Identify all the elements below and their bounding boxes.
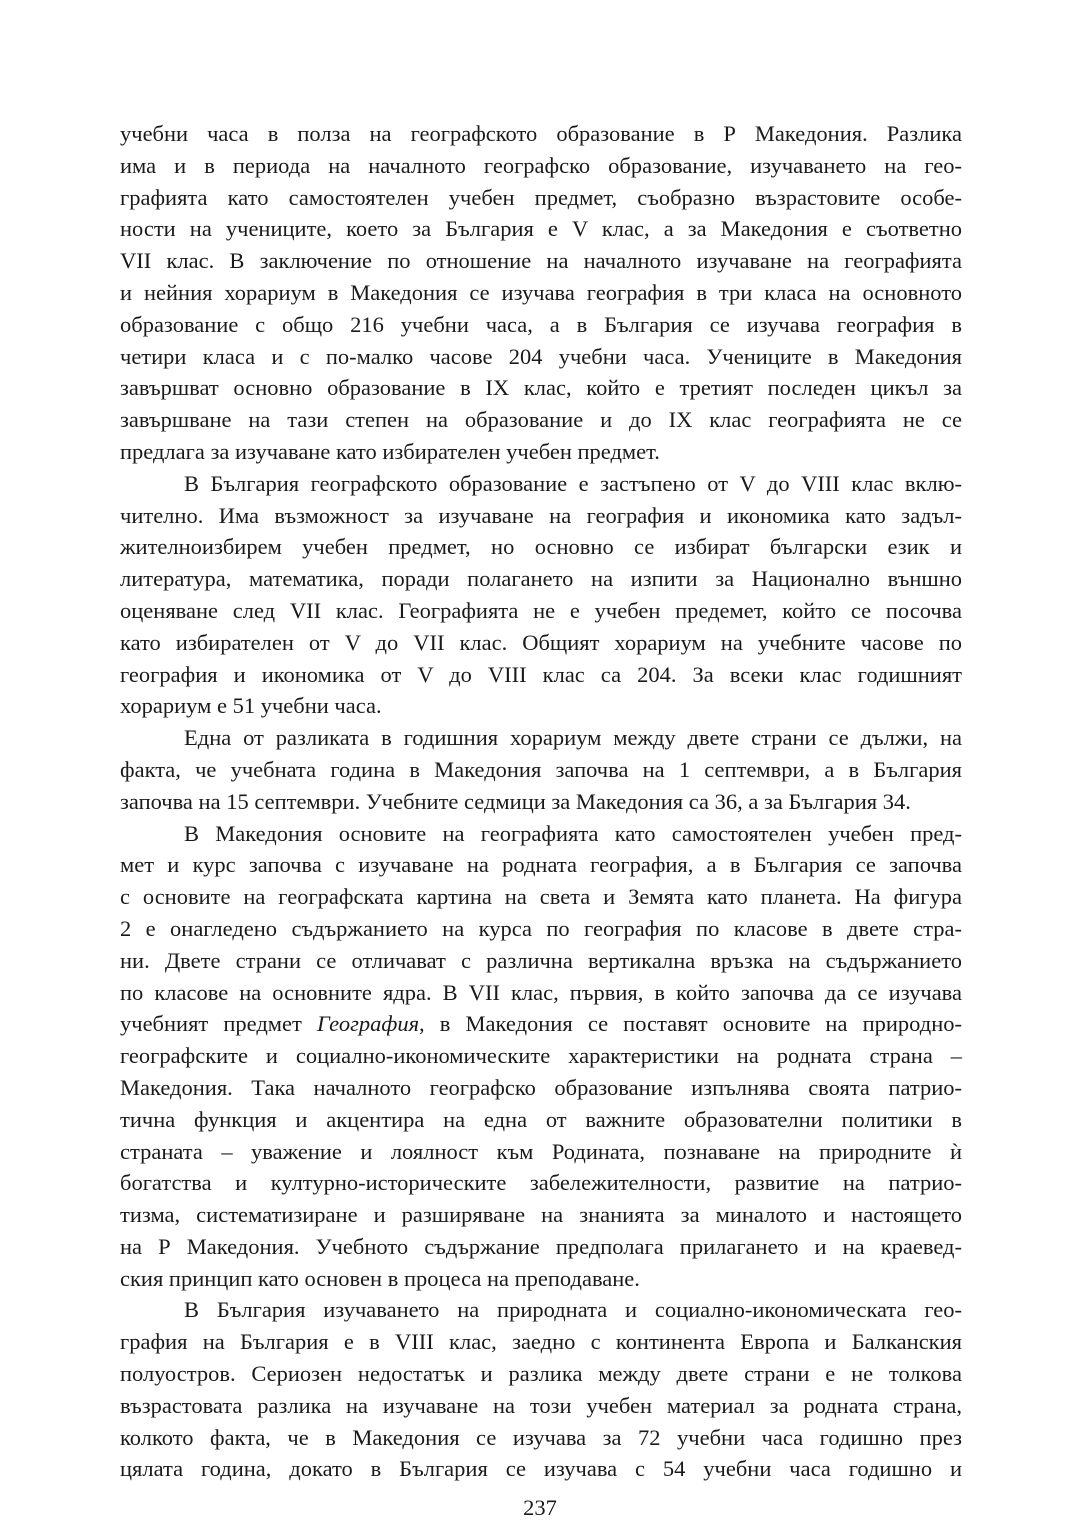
- text-line: цялата година, докато в България се изучава с 54 учебни часа годишно и: [120, 1456, 962, 1482]
- text-line: хорариум е 51 учебни часа.: [120, 693, 382, 719]
- text-line: ни. Двете страни се отличават с различна вертикална връзка на съдържанието: [120, 947, 962, 973]
- text-line: VII клас. В заключение по отношение на началното изучаване на географията: [120, 248, 962, 274]
- text-line: жителноизбирем учебен предмет, но основно се избират български език и: [120, 534, 962, 560]
- text-line: факта, че учебната година в Македония започва на 1 септември, а в България: [120, 756, 962, 782]
- text-line: като избирателен от V до VII клас. Общият хорариум на учебните часове по: [120, 629, 962, 655]
- text-line: Македония. Така началното географско образование изпълнява своята патрио-: [120, 1074, 962, 1100]
- text-line: ности на учениците, което за България е V клас, а за Македония е съответно: [120, 216, 962, 242]
- text-line: В България изучаването на природната и социално-икономическата гео-: [184, 1297, 962, 1323]
- italic-term: География,: [317, 1011, 425, 1037]
- text-line: започва на 15 септември. Учебните седмици за Македония са 36, а за България 34.: [120, 788, 911, 814]
- text-line: географските и социално-икономическите характеристики на родната страна –: [120, 1043, 962, 1069]
- text-line: предлага за изучаване като избирателен учебен предмет.: [120, 438, 660, 464]
- text-line: образование с общо 216 учебни часа, а в България се изучава география в: [120, 311, 962, 337]
- page-number: 237: [523, 1495, 557, 1520]
- text-line-with-italic: [120, 1008, 962, 1040]
- text-line: страната – уважение и лоялност към Родината, познаване на природните ѝ: [120, 1138, 962, 1164]
- page-body: [120, 118, 962, 1485]
- text-line: колкото факта, че в Македония се изучава за 72 учебни часа годишно през: [120, 1424, 962, 1450]
- text-line: с основите на географската картина на света и Земята като планета. На фигура: [120, 884, 962, 910]
- text-line: В България географското образование е застъпено от V до VIII клас вклю-: [184, 470, 962, 496]
- text-line: богатства и културно-историческите забележителности, развитие на патрио-: [120, 1170, 962, 1196]
- text-line: география и икономика от V до VIII клас са 204. За всеки клас годишният: [120, 661, 962, 687]
- text-line: ския принцип като основен в процеса на преподаване.: [120, 1265, 640, 1291]
- text-line: по класове на основните ядра. В VII клас, първия, в който започва да се изучава: [120, 979, 962, 1005]
- text-line: оценяване след VII клас. Географията не е учебен предемет, който се посочва: [120, 597, 962, 623]
- text-line: графията като самостоятелен учебен предмет, съобразно възрастовите особе-: [120, 184, 962, 210]
- paragraph-4: [120, 818, 962, 1295]
- text-line: В Македония основите на географията като самостоятелен учебен пред-: [184, 820, 962, 846]
- text-run: в Македония се поставят основите на природно-: [424, 1011, 962, 1037]
- text-line: литература, математика, поради полагането на изпити за Национално външно: [120, 566, 962, 592]
- paragraph-2: [120, 468, 962, 722]
- text-line: завършване на тази степен на образование и до IX клас географията не се: [120, 407, 962, 433]
- text-line: на Р Македония. Учебното съдържание предполага прилагането и на краевед-: [120, 1233, 962, 1259]
- text-line: завършват основно образование в IX клас, който е третият последен цикъл за: [120, 375, 962, 401]
- paragraph-1: [120, 118, 962, 468]
- text-run: учебният предмет: [120, 1011, 317, 1037]
- text-line: мет и курс започва с изучаване на родната география, а в България се започва: [120, 852, 962, 878]
- paragraph-3: [120, 722, 962, 817]
- text-line: тизма, систематизиране и разширяване на знанията за миналото и настоящето: [120, 1202, 962, 1228]
- text-line: 2 е онагледено съдържанието на курса по география по класове в двете стра-: [120, 915, 962, 941]
- text-line: чително. Има възможност за изучаване на география и икономика като задъл-: [120, 502, 962, 528]
- text-line: четири класа и с по-малко часове 204 учебни часа. Учениците в Македония: [120, 343, 962, 369]
- paragraph-5: [120, 1294, 962, 1485]
- text-line: Една от разликата в годишния хорариум между двете страни се дължи, на: [184, 725, 962, 751]
- text-line: полуостров. Сериозен недостатък и разлика между двете страни е не толкова: [120, 1361, 962, 1387]
- text-line: графия на България е в VIII клас, заедно с континента Европа и Балканския: [120, 1329, 962, 1355]
- text-line: тична функция и акцентира на една от важните образователни политики в: [120, 1106, 962, 1132]
- text-line: и нейния хорариум в Македония се изучава география в три класа на основното: [120, 279, 962, 305]
- text-line: учебни часа в полза на географското образование в Р Македония. Разлика: [120, 121, 962, 146]
- text-line: възрастовата разлика на изучаване на този учебен материал за родната страна,: [120, 1392, 962, 1418]
- text-line: има и в периода на началното географско образование, изучаването на гео-: [120, 152, 962, 178]
